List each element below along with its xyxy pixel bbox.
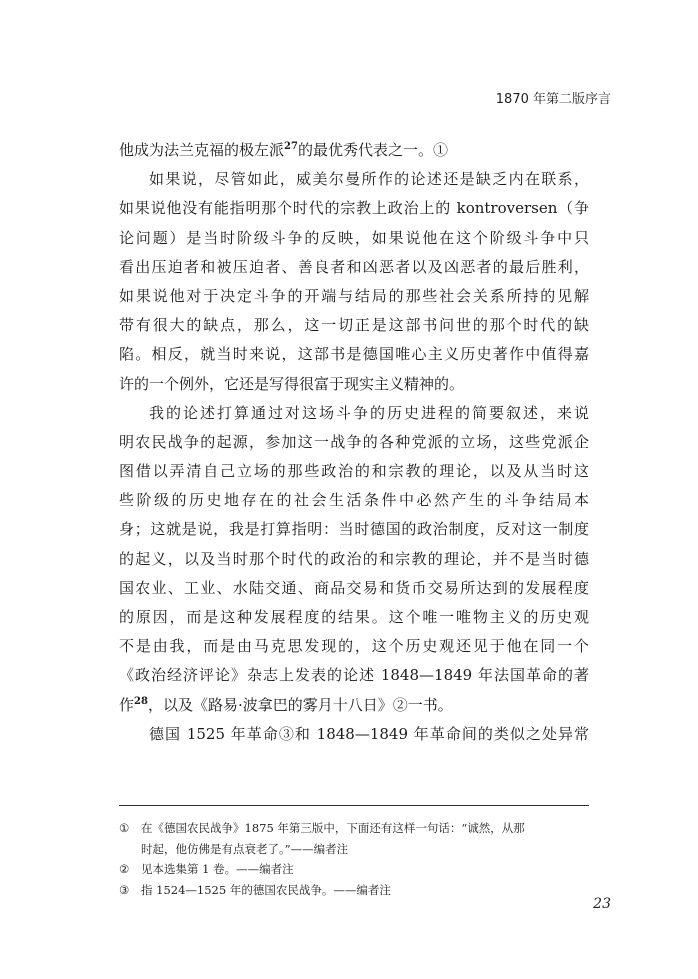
footnote-text: 时起，他仿佛是有点衰老了。”——编者注 [141,841,349,856]
text-line: 他成为法兰克福的极左派$^{27}$的最优秀代表之一。① [119,141,448,159]
text-line: 我的论述打算通过对这场斗争的历史进程的简要叙述，来说 [149,403,589,422]
text-line: 如果说他对于决定斗争的开端与结局的那些社会关系所持的见解 [119,286,589,305]
footnote-1-continued [119,839,589,860]
text-line: 如果说，尽管如此，威美尔曼所作的论述还是缺乏内在联系， [149,170,589,189]
footnote-mark [119,839,141,860]
text-line: 论问题）是当时阶级斗争的反映，如果说他在这个阶级斗争中只 [119,228,589,247]
text-line: 许的一个例外，它还是写得很富于现实主义精神的。 [119,374,465,393]
footnotes [119,818,589,900]
text-line: 作$^{28}$，以及《路易·波拿巴的雾月十八日》②一书。 [119,695,453,714]
text-line: 身；这就是说，我是打算指明：当时德国的政治制度，反对这一制度 [119,520,589,539]
text-line: 图借以弄清自己立场的那些政治的和宗教的理论，以及从当时这 [119,462,589,481]
footnote-3 [119,880,589,901]
footnote-mark: ① [119,821,130,835]
text-line: 的起义，以及当时那个时代的政治的和宗教的理论，并不是当时德 [119,549,589,568]
text-line: 如果说他没有能指明那个时代的宗教上政治上的 kontroversen（争 [119,199,589,218]
footnote-divider [119,805,589,806]
text-line: 带有很大的缺点，那么，这一切正是这部书问世的那个时代的缺 [119,316,589,335]
footnote-mark: ② [119,862,130,876]
text-line: 不是由我，而是由马克思发现的，这个历史观还见于他在同一个 [119,637,589,656]
text-line: 陷。相反，就当时来说，这部书是德国唯心主义历史著作中值得嘉 [119,345,589,364]
text-line: 国农业、工业、水陆交通、商品交易和货币交易所达到的发展程度 [119,578,589,597]
footnote-1 [119,818,589,839]
footnote-text: 在《德国农民战争》1875 年第三版中，下面还有这样一句话：“诚然，从那 [141,821,525,835]
text-line: 些阶级的历史地存在的社会生活条件中必然产生的斗争结局本 [119,491,589,510]
page-number: 23 [593,896,611,912]
footnote-2 [119,859,589,880]
footnote-mark: ③ [119,882,130,897]
text-line: 看出压迫者和被压迫者、善良者和凶恶者以及凶恶者的最后胜利， [119,257,589,276]
text-line: 明农民战争的起源，参加这一战争的各种党派的立场，这些党派企 [119,432,589,451]
text-line: 的原因，而是这种发展程度的结果。这个唯一唯物主义的历史观 [119,608,589,626]
reference-superscript: 28 [134,695,148,707]
running-header: 1870 年第二版序言 [495,92,611,107]
text-line: 德国 1525 年革命③和 1848—1849 年革命间的类似之处异常 [149,724,589,743]
text-line: 《政治经济评论》杂志上发表的论述 1848—1849 年法国革命的著 [119,666,589,685]
body-text [119,136,589,749]
footnote-text: 见本选集第 1 卷。——编者注 [141,862,294,876]
footnote-text: 指 1524—1525 年的德国农民战争。——编者注 [141,882,391,897]
reference-superscript: 27 [284,141,298,152]
